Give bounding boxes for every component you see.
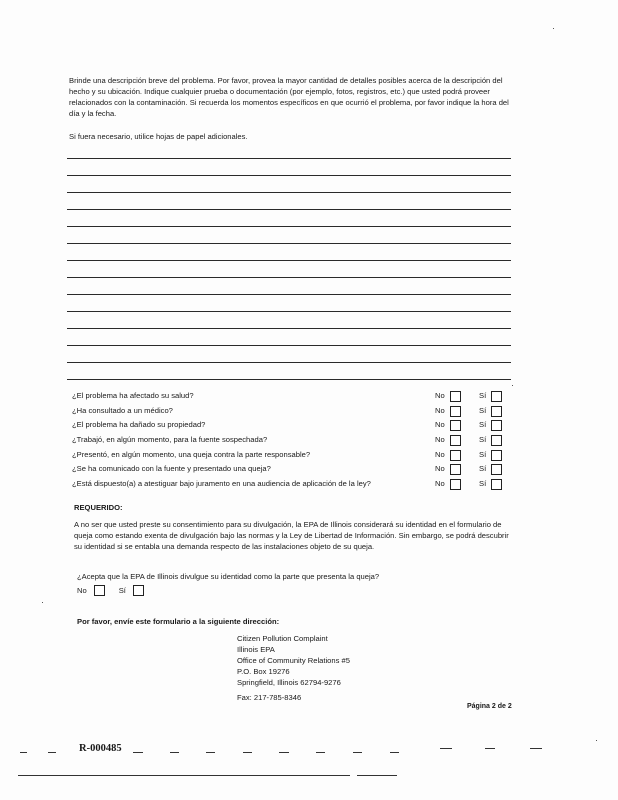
question-text: ¿Está dispuesto(a) a atestiguar bajo juramento en una audiencia de aplicación de la ley? [72, 479, 371, 489]
scan-speck [596, 740, 597, 741]
si-checkbox[interactable] [491, 420, 502, 431]
scan-mark [20, 752, 27, 753]
writing-line [67, 345, 511, 346]
question-text: ¿Trabajó, en algún momento, para la fuente sospechada? [72, 435, 268, 445]
writing-line [67, 328, 511, 329]
accept-question: ¿Acepta que la EPA de Illinois divulgue su identidad como la parte que presenta la queja? [77, 572, 380, 581]
scan-mark [390, 752, 399, 753]
question-row [72, 462, 512, 477]
yes-no-questions [72, 389, 512, 492]
intro-paragraph: Brinde una descripción breve del problema. Por favor, provea la mayor cantidad de detalles posibles acerca de la descripción del hecho y su ubicación. Indique cualquier prueba o documentación (por ejemplo, fotos, registros, etc.) que usted podrá proveer relacionados con la contaminación. Si recuerda los momentos específicos en que ocurrió el problema, por favor indique la hora del día y la fecha. [69, 76, 509, 118]
question-text: ¿Se ha comunicado con la fuente y presentado una queja? [72, 464, 271, 474]
no-checkbox[interactable] [450, 391, 461, 402]
question-text: ¿Presentó, en algún momento, una queja contra la parte responsable? [72, 449, 311, 459]
scan-mark [353, 752, 362, 753]
no-label: No [435, 420, 445, 430]
no-label: No [435, 405, 445, 415]
required-title: REQUERIDO: [74, 503, 123, 512]
question-row [72, 433, 512, 448]
scan-mark [170, 752, 179, 753]
scan-mark [316, 752, 325, 753]
scan-mark [18, 775, 350, 776]
answer-no [435, 477, 461, 492]
si-checkbox[interactable] [491, 479, 502, 490]
writing-line [67, 277, 511, 278]
answer-no [435, 433, 461, 448]
answer-si [479, 448, 502, 463]
writing-line [67, 175, 511, 176]
question-row [72, 477, 512, 492]
accept-answers [77, 585, 144, 596]
question-text: ¿El problema ha afectado su salud? [72, 391, 194, 400]
answer-si [479, 404, 502, 419]
bates-number: R-000485 [79, 743, 122, 754]
no-checkbox[interactable] [450, 406, 461, 417]
si-label: Sí [479, 449, 487, 459]
no-label: No [435, 479, 445, 489]
accept-si-checkbox[interactable] [133, 585, 144, 596]
si-label: Sí [479, 391, 487, 400]
no-checkbox[interactable] [450, 464, 461, 475]
question-text: ¿El problema ha dañado su propiedad? [72, 420, 206, 430]
scan-mark [133, 752, 143, 753]
accept-si-label: Sí [118, 586, 126, 595]
writing-line [67, 311, 511, 312]
no-checkbox[interactable] [450, 435, 461, 446]
scan-mark [357, 775, 397, 776]
no-checkbox[interactable] [450, 450, 461, 461]
writing-line [67, 158, 511, 159]
writing-line [67, 379, 511, 380]
si-label: Sí [479, 479, 487, 489]
no-label: No [435, 435, 445, 445]
address-line: P.O. Box 19276 [237, 667, 290, 676]
page-number: Página 2 de 2 [467, 703, 512, 710]
address-line: Citizen Pollution Complaint [237, 634, 328, 643]
accept-no-label: No [77, 586, 87, 595]
si-label: Sí [479, 464, 487, 474]
si-label: Sí [479, 420, 487, 430]
writing-line [67, 243, 511, 244]
extra-pages-note: Si fuera necesario, utilice hojas de papel adicionales. [69, 132, 248, 141]
send-instruction: Por favor, envíe este formulario a la siguiente dirección: [77, 617, 280, 626]
question-row [72, 418, 512, 433]
address-line: Office of Community Relations #5 [237, 656, 350, 665]
writing-line [67, 209, 511, 210]
si-checkbox[interactable] [491, 450, 502, 461]
scan-mark [440, 748, 452, 749]
scan-speck [42, 602, 43, 603]
si-checkbox[interactable] [491, 391, 502, 402]
answer-no [435, 448, 461, 463]
si-label: Sí [479, 435, 487, 445]
question-text: ¿Ha consultado a un médico? [72, 405, 173, 415]
scan-mark [243, 752, 252, 753]
no-checkbox[interactable] [450, 420, 461, 431]
answer-si [479, 389, 502, 404]
no-label: No [435, 464, 445, 474]
si-checkbox[interactable] [491, 406, 502, 417]
writing-line [67, 260, 511, 261]
scan-mark [485, 748, 495, 749]
writing-line [67, 362, 511, 363]
answer-no [435, 462, 461, 477]
required-paragraph: A no ser que usted preste su consentimiento para su divulgación, la EPA de Illinois considerará su identidad en el formulario de queja como estando exenta de divulgación bajo las normas y la Ley de Libertad de Información. Sin embargo, se podrá descubrir su identidad si se entabla una demanda respecto de las instalaciones objeto de su queja. [74, 520, 509, 551]
address-line: Illinois EPA [237, 645, 275, 654]
question-row [72, 389, 512, 404]
answer-si [479, 477, 502, 492]
accept-no-checkbox[interactable] [94, 585, 105, 596]
scan-mark [206, 752, 215, 753]
si-label: Sí [479, 405, 487, 415]
scan-mark [279, 752, 289, 753]
no-checkbox[interactable] [450, 479, 461, 490]
scan-mark [48, 752, 56, 753]
scan-speck [553, 28, 554, 29]
fax-number: Fax: 217-785-8346 [237, 693, 302, 702]
scan-speck [512, 385, 513, 386]
no-label: No [435, 391, 445, 400]
answer-no [435, 404, 461, 419]
answer-si [479, 462, 502, 477]
description-lines[interactable] [67, 158, 511, 380]
answer-no [435, 418, 461, 433]
no-label: No [435, 449, 445, 459]
writing-line [67, 192, 511, 193]
address-line: Springfield, Illinois 62794-9276 [237, 678, 341, 687]
question-row [72, 404, 512, 419]
mailing-address [237, 633, 350, 688]
answer-no [435, 389, 461, 404]
question-row [72, 448, 512, 463]
writing-line [67, 226, 511, 227]
writing-line [67, 294, 511, 295]
answer-si [479, 433, 502, 448]
scan-mark [530, 748, 542, 749]
si-checkbox[interactable] [491, 435, 502, 446]
si-checkbox[interactable] [491, 464, 502, 475]
answer-si [479, 418, 502, 433]
